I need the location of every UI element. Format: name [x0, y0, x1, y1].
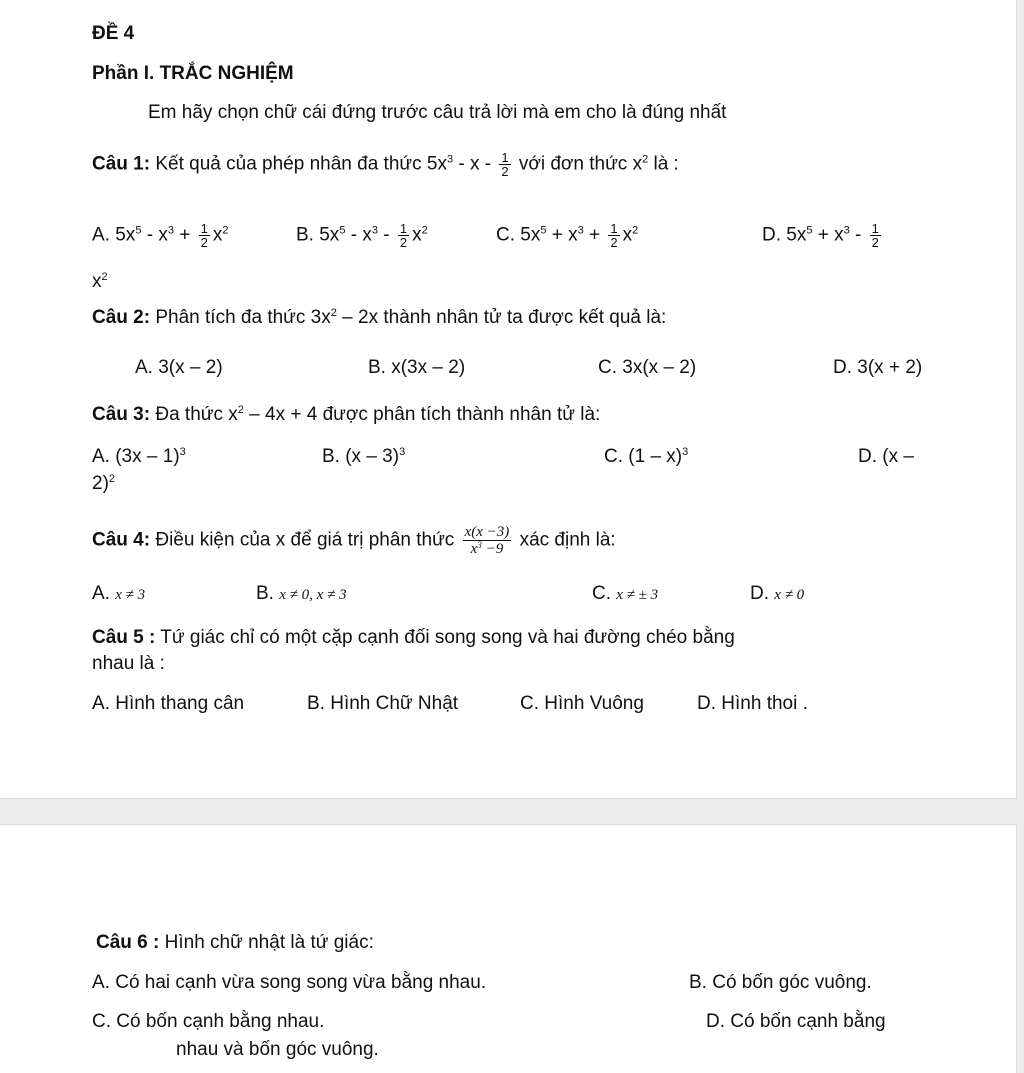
question-1-option-b: B. $5x^5 - x^3$ - $\frac{1}{2}$ $x^2$ [296, 221, 428, 250]
question-6: Câu 6 : Hình chữ nhật là tứ giác: [96, 932, 374, 953]
question-1-option-d-wrap: $x^2$ [92, 271, 108, 292]
question-6-label: Câu 6 : [96, 932, 160, 953]
question-5-label: Câu 5 : [92, 627, 156, 648]
question-3-option-b: B. (x – 3)$^3$ [322, 446, 406, 467]
question-4: Câu 4: Điều kiện của x để giá trị phân thức $\frac{x(x -3)}{x^3 -9}$ xác định là: [92, 524, 616, 557]
question-5-wrap: nhau là : [92, 653, 165, 674]
question-6-option-c: C. Có bốn cạnh bằng nhau. [92, 1011, 325, 1032]
question-5-option-b: B. Hình Chữ Nhật [307, 693, 459, 714]
question-4-option-c: C. x ≠ ± 3 [592, 583, 659, 604]
fraction: $\frac{x(x -3)}{x^3 -9}$ [464, 524, 510, 557]
question-4-label: Câu 4: [92, 529, 151, 551]
question-2-option-b: B. x(3x – 2) [368, 357, 466, 378]
question-1-option-d: D. $5x^5 + x^3$ - $\frac{1}{2}$ [762, 221, 879, 250]
instruction: Em hãy chọn chữ cái đứng trước câu trả lời mà em cho là đúng nhất [148, 102, 727, 123]
part-heading: Phần I. TRẮC NGHIỆM [92, 63, 294, 84]
question-2: Câu 2: Phân tích đa thức $3x^2 - 2x$ thành nhân tử ta được kết quả là: [92, 307, 667, 328]
question-5: Câu 5 : Tứ giác chỉ có một cặp cạnh đối song song và hai đường chéo bằng [92, 627, 735, 648]
question-2-label: Câu 2: [92, 307, 151, 328]
question-3-option-a: A. (3x – 1)$^3$ [92, 446, 186, 467]
question-1-option-a: A. $5x^5 - x^3$ + $\frac{1}{2}$ $x^2$ [92, 221, 229, 250]
question-6-option-b: B. Có bốn góc vuông. [689, 972, 872, 993]
question-6-option-d: D. Có bốn cạnh bằng [706, 1011, 886, 1032]
question-3-option-d-wrap: 2)$^2$ [92, 473, 116, 494]
question-3-option-d: D. (x – [858, 446, 914, 467]
fraction: $\frac{1}{2}$ [501, 150, 509, 179]
document-page-2 [0, 824, 1017, 1073]
question-3: Câu 3: Đa thức $x^2 - 4x + 4$ được phân tích thành nhân tử là: [92, 404, 601, 425]
question-2-option-d: D. 3(x + 2) [833, 357, 923, 378]
question-5-option-c: C. Hình Vuông [520, 693, 644, 714]
question-1: Câu 1: Kết quả của phép nhân đa thức $5x^3$ - x - $\frac{1}{2}$ với đơn thức $x^2$ là : [92, 150, 679, 179]
question-4-option-d: D. x ≠ 0 [750, 583, 805, 604]
question-4-option-a: A. x ≠ 3 [92, 583, 146, 604]
question-4-option-b: B. x ≠ 0, x ≠ 3 [256, 583, 347, 604]
question-3-option-c: C. (1 – x)$^3$ [604, 446, 689, 467]
question-5-option-d: D. Hình thoi . [697, 693, 808, 714]
exam-title: ĐỀ 4 [92, 23, 135, 44]
question-5-option-a: A. Hình thang cân [92, 693, 245, 714]
question-6-option-a: A. Có hai cạnh vừa song song vừa bằng nhau. [92, 972, 487, 993]
question-6-option-d-wrap: nhau và bốn góc vuông. [176, 1039, 379, 1060]
question-1-label: Câu 1: [92, 153, 151, 175]
question-3-label: Câu 3: [92, 404, 151, 425]
question-1-option-c: C. $5x^5 + x^3$ + $\frac{1}{2}$ $x^2$ [496, 221, 639, 250]
question-2-option-c: C. 3x(x – 2) [598, 357, 697, 378]
question-2-option-a: A. 3(x – 2) [135, 357, 223, 378]
